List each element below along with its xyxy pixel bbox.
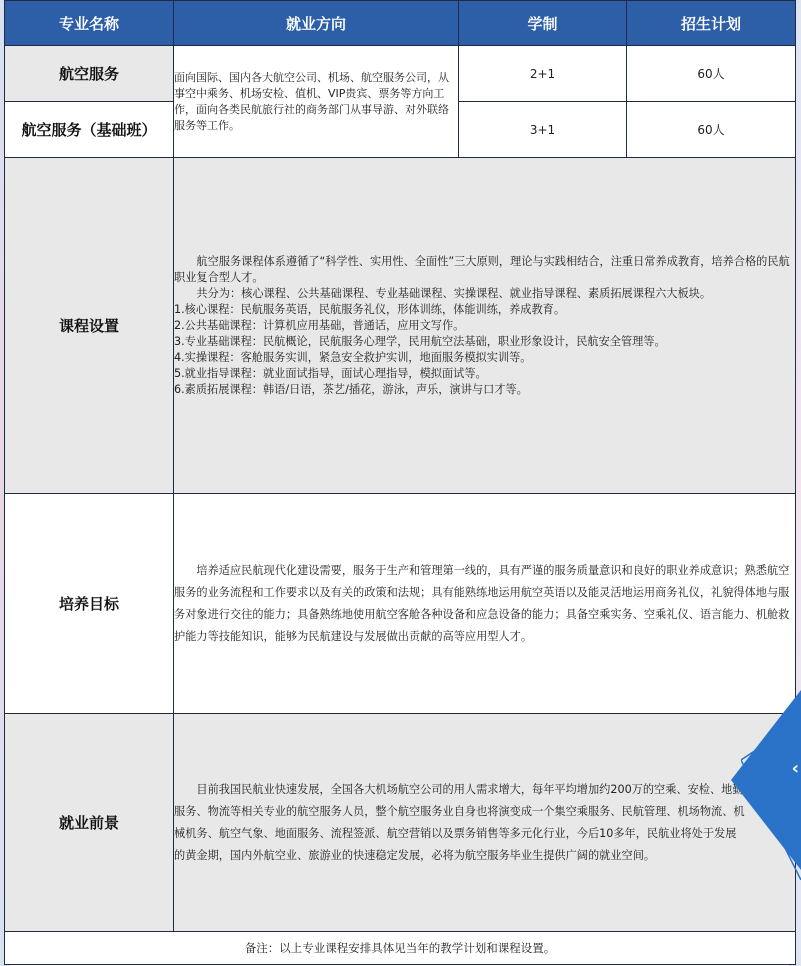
plan-value: 60人 — [627, 46, 796, 102]
prospect-label: 就业前景 — [5, 714, 174, 932]
course-row — [5, 158, 796, 494]
major-name: 航空服务 — [5, 46, 174, 102]
header-row — [5, 1, 796, 46]
plan-value: 60人 — [627, 102, 796, 158]
course-item: 1.核心课程：民航服务英语，民航服务礼仪，形体训练，体能训练，养成教育。 — [174, 302, 566, 316]
course-item: 2.公共基础课程：计算机应用基础，普通话，应用文写作。 — [174, 318, 465, 332]
employment-direction-text: 面向国际、国内各大航空公司、机场、航空服务公司，从事空中乘务、机场安检、值机、VIP贵宾、票务等方向工作，面向各类民航旅行社的商务部门从事导游、对外联络服务等工作。 — [174, 46, 459, 158]
course-item: 6.素质拓展课程：韩语/日语，茶艺/插花，游泳，声乐，演讲与口才等。 — [174, 382, 528, 396]
goal-row — [5, 494, 796, 714]
course-content — [174, 158, 796, 494]
course-item: 3.专业基础课程：民航概论，民航服务心理学，民用航空法基础，职业形象设计，民航安全管理等。 — [174, 334, 666, 348]
goal-text: 培养适应民航现代化建设需要，服务于生产和管理第一线的，具有严谨的服务质量意识和良好的职业养成意识；熟悉航空服务的业务流程和工作要求以及有关的政策和法规；具有能熟练地运用航空英语以及能灵活地运用商务礼仪，礼貌得体地与服务对象进行交往的能力；具备熟练地使用航空客舱各种设备和应急设备的能力；具备空乘实务、空乘礼仪、语言能力、机舱救护能力等技能知识，能够为民航建设与发展做出贡献的高等应用型人才。 — [174, 563, 790, 643]
prospect-text: 目前我国民航业快速发展，全国各大机场航空公司的用人需求增大，每年平均增加约200万的空乘、安检、地勤服务、物流等相关专业的航空服务人员，整个航空服务业自身也将演变成一个集空乘服务、民航管理、机场物流、机械机务、航空气象、地面服务、流程签派、航空营销以及票务销售等多元化行业，今后10多年，民航业将处于发展的黄金期，国内外航空业、旅游业的快速稳定发展，必将为航空服务毕业生提供广阔的就业空间。 — [174, 782, 745, 862]
program-table — [4, 0, 796, 965]
note-row — [5, 932, 796, 965]
course-label: 课程设置 — [5, 158, 174, 494]
major-name: 航空服务（基础班） — [5, 102, 174, 158]
course-item: 5.就业指导课程：就业面试指导，面试心理指导，模拟面试等。 — [174, 366, 487, 380]
course-divide: 共分为：核心课程、公共基础课程、专业基础课程、实操课程、就业指导课程、素质拓展课程六大板块。 — [196, 286, 712, 300]
goal-label: 培养目标 — [5, 494, 174, 714]
header-major-name: 专业名称 — [5, 1, 174, 46]
header-enrollment-plan: 招生计划 — [627, 1, 796, 46]
prospect-row — [5, 714, 796, 932]
duration-value: 3+1 — [459, 102, 627, 158]
table-row — [5, 46, 796, 102]
duration-value: 2+1 — [459, 46, 627, 102]
note-text: 备注：以上专业课程安排具体见当年的教学计划和课程设置。 — [5, 932, 796, 965]
header-duration: 学制 — [459, 1, 627, 46]
course-intro: 航空服务课程体系遵循了“科学性、实用性、全面性”三大原则，理论与实践相结合，注重日常养成教育，培养合格的民航职业复合型人才。 — [174, 254, 790, 284]
chevron-left-icon: ‹ — [791, 758, 799, 779]
decorative-line — [741, 720, 801, 880]
header-employment-direction: 就业方向 — [174, 1, 459, 46]
course-item: 4.实操课程：客舱服务实训，紧急安全救护实训，地面服务模拟实训等。 — [174, 350, 532, 364]
